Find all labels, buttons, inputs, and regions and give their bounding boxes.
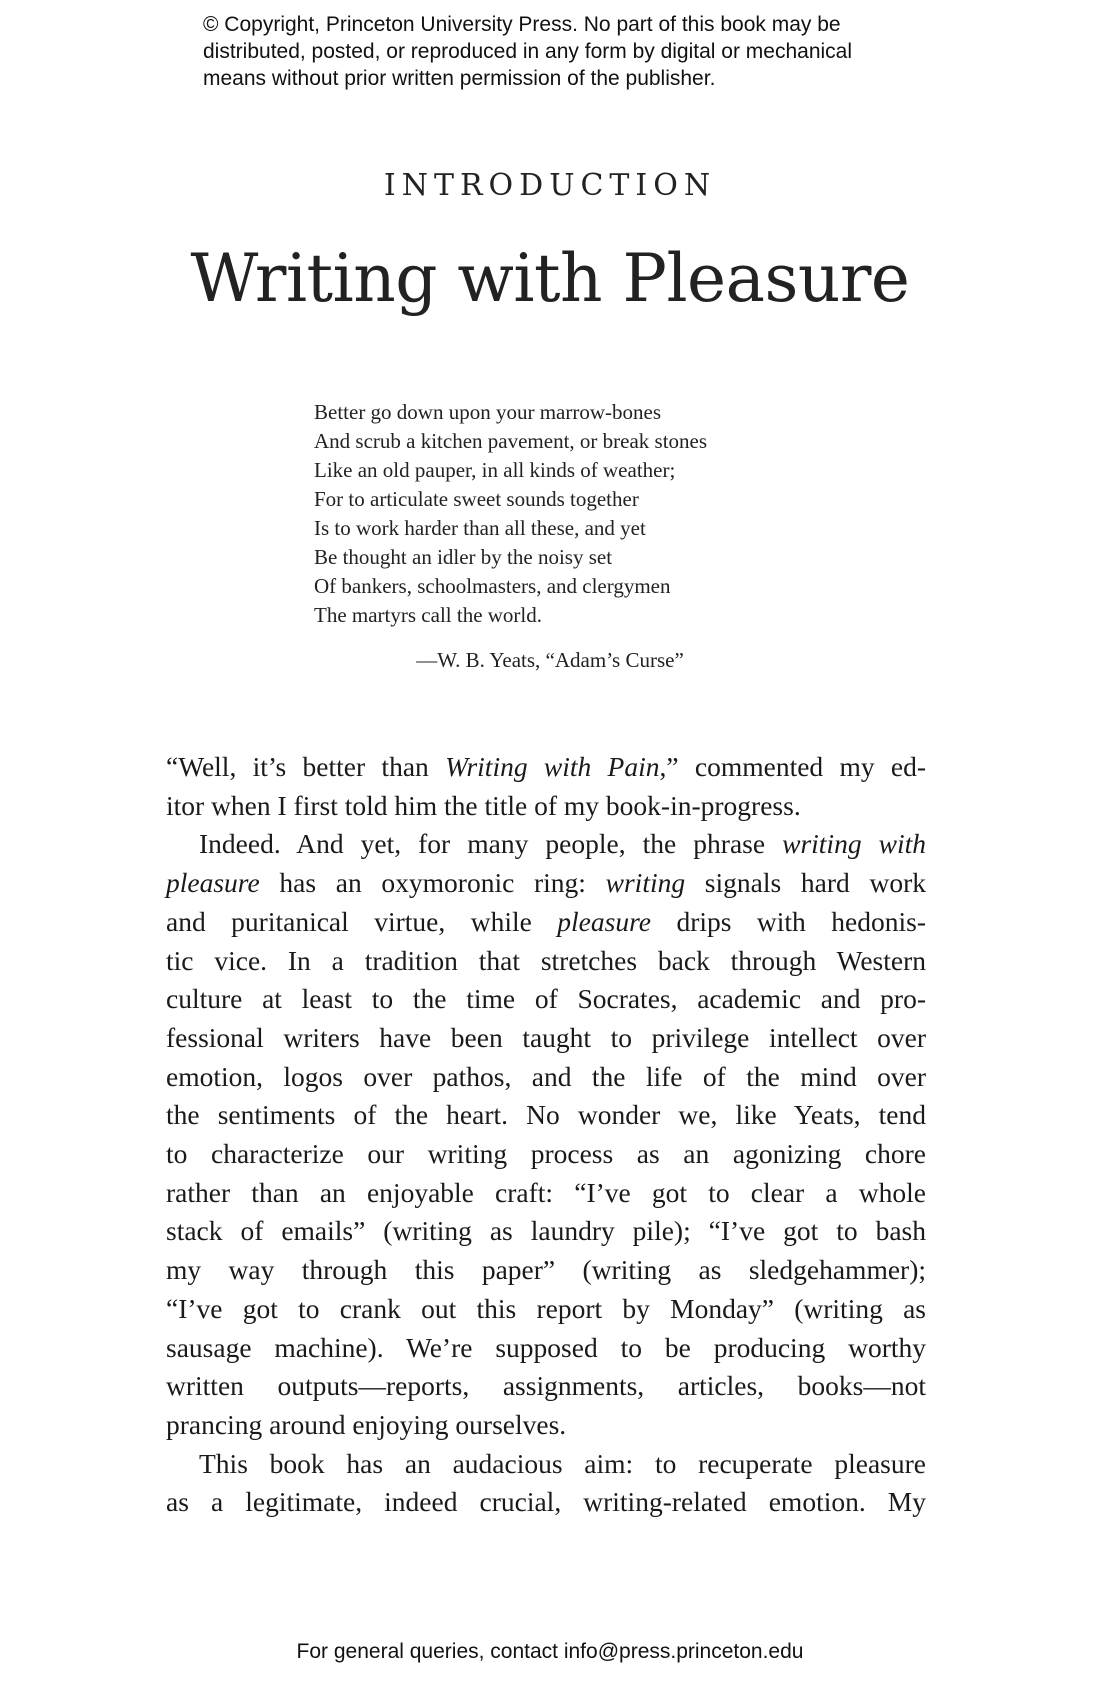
copyright-line: means without prior written permission of the publisher. [203, 67, 716, 90]
epigraph-line: And scrub a kitchen pavement, or break stones [314, 429, 708, 453]
copyright-line: distributed, posted, or reproduced in any form by digital or mechanical [203, 40, 853, 63]
body-line: prancing around enjoying ourselves. [166, 1408, 567, 1440]
body-line: written outputs—reports, assignments, articles, books—not [166, 1370, 926, 1402]
body-line: the sentiments of the heart. No wonder we, like Yeats, tend [166, 1099, 926, 1131]
body-line: fessional writers have been taught to privilege intellect over [166, 1021, 926, 1053]
epigraph-line: Of bankers, schoolmasters, and clergymen [314, 574, 671, 598]
footer-contact: For general queries, contact info@press.princeton.edu [296, 1640, 804, 1663]
chapter-label: INTRODUCTION [383, 168, 717, 203]
body-line: my way through this paper” (writing as sledgehammer); [166, 1254, 926, 1286]
body-line: stack of emails” (writing as laundry pile); “I’ve got to bash [166, 1215, 926, 1247]
text-run: signals hard work [685, 867, 926, 899]
epigraph [314, 398, 707, 630]
body-line [166, 864, 926, 903]
body-line: as a legitimate, indeed crucial, writing-related emotion. My [166, 1486, 926, 1518]
text-run: “Well, it’s better than [166, 751, 446, 782]
body-line: sausage machine). We’re supposed to be producing worthy [166, 1331, 926, 1363]
text-run: drips with hedonis- [650, 905, 926, 937]
text-run: and puritanical virtue, while [166, 905, 558, 937]
epigraph-line: Better go down upon your marrow-bones [314, 400, 662, 424]
chapter-title: Writing with Pleasure [190, 240, 910, 317]
epigraph-line: Like an old pauper, in all kinds of weather; [314, 458, 676, 482]
copyright-line: © Copyright, Princeton University Press. No part of this book may be [203, 13, 841, 36]
body-line: rather than an enjoyable craft: “I’ve got to clear a whole [166, 1176, 926, 1208]
body-line: emotion, logos over pathos, and the life of the mind over [166, 1060, 926, 1092]
body-line: tic vice. In a tradition that stretches back through Western [166, 944, 926, 976]
epigraph-line: Be thought an idler by the noisy set [314, 545, 613, 569]
italic-title: Writing with Pain [445, 751, 660, 782]
body-line: culture at least to the time of Socrates, academic and pro- [166, 983, 926, 1015]
italic-phrase: pleasure [557, 905, 651, 937]
body-line: “I’ve got to crank out this report by Monday” (writing as [166, 1292, 926, 1324]
body-line [166, 748, 926, 787]
epigraph-attribution: —W. B. Yeats, “Adam’s Curse” [416, 648, 684, 672]
italic-phrase: writing with [782, 828, 926, 860]
copyright-notice [203, 11, 923, 92]
body-line [166, 825, 926, 864]
body-line [166, 903, 926, 942]
epigraph-line: For to articulate sweet sounds together [314, 487, 639, 511]
text-run: ,” commented my ed- [659, 751, 927, 782]
body-line: itor when I first told him the title of my book-in-progress. [166, 789, 801, 821]
epigraph-line: Is to work harder than all these, and yet [314, 516, 646, 540]
text-run: has an oxymoronic ring: [259, 867, 606, 899]
body-line: This book has an audacious aim: to recuperate pleasure [199, 1447, 926, 1479]
text-run: Indeed. And yet, for many people, the phrase [199, 828, 783, 860]
epigraph-line: The martyrs call the world. [314, 603, 543, 627]
italic-phrase: pleasure [166, 867, 260, 899]
body-text [166, 748, 926, 1522]
italic-phrase: writing [605, 867, 686, 899]
body-line: to characterize our writing process as an agonizing chore [166, 1138, 926, 1170]
